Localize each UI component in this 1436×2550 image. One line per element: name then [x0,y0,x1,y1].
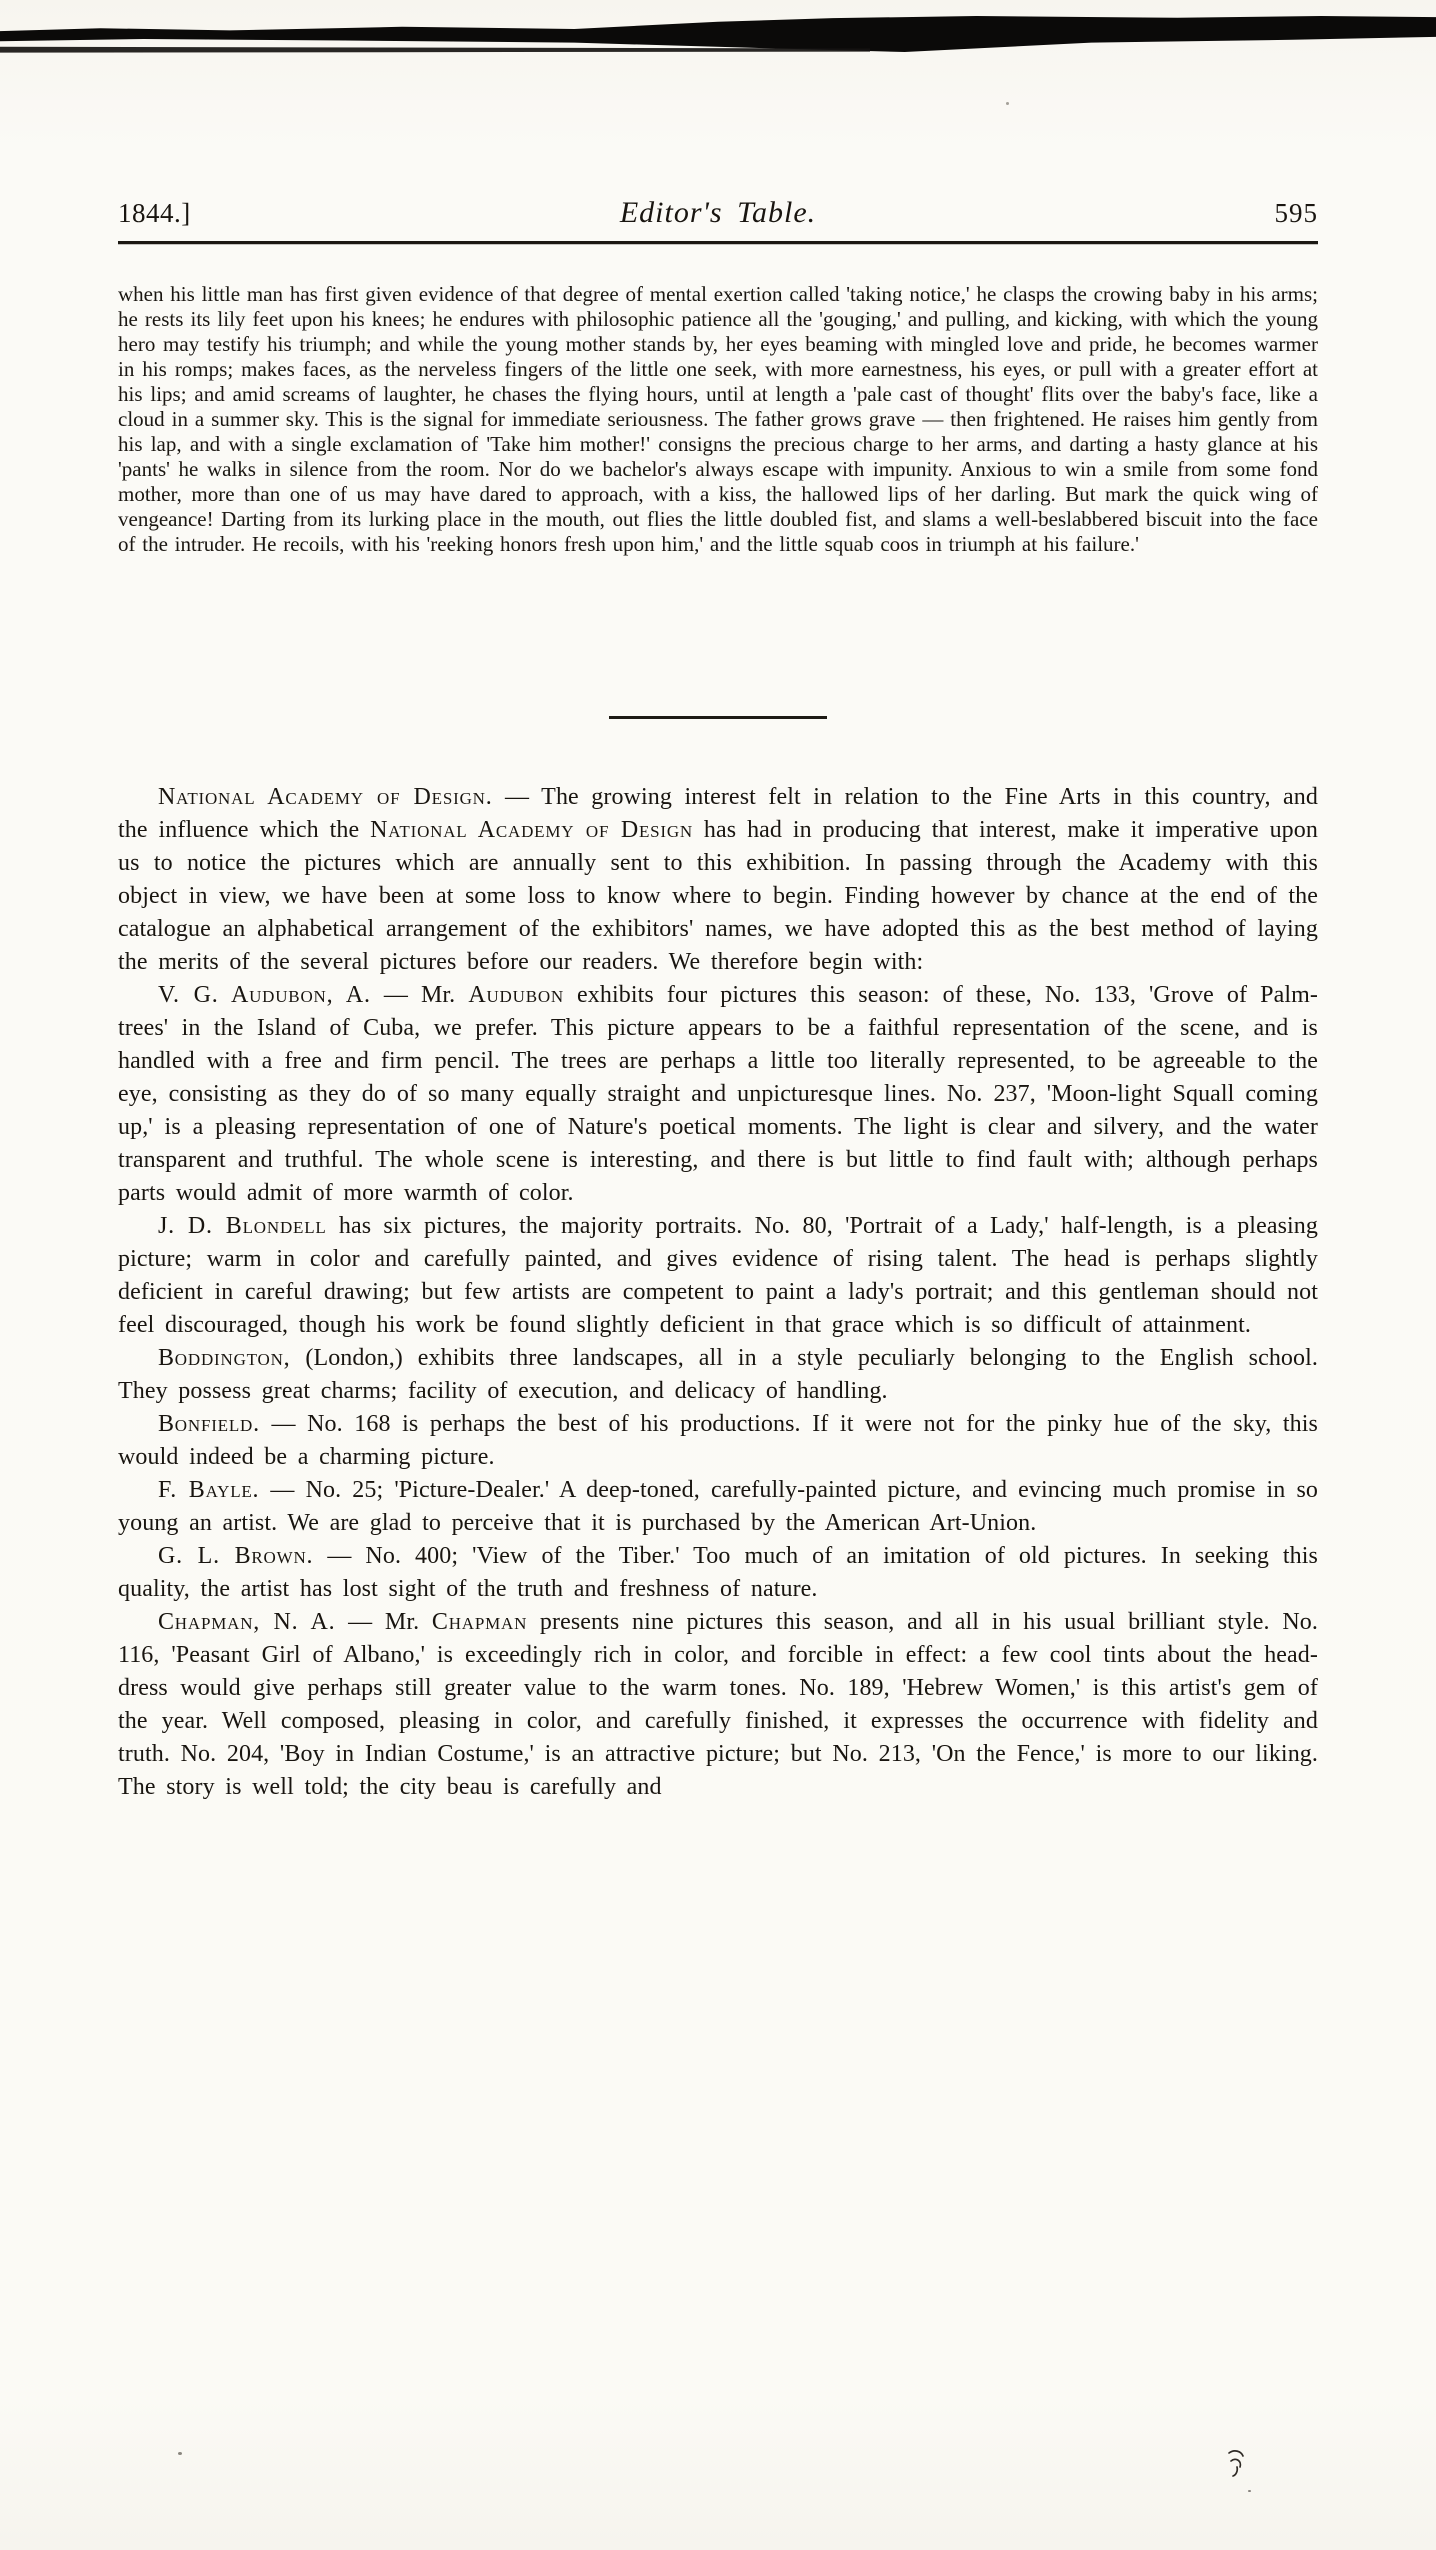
paragraph-text: exhibits four pictures this season: of these, No. 133, 'Grove of Palm-trees' in the Island of Cuba, we prefer. This picture appears to be a faithful representation of the scene, and is handled with a free and firm pencil. The trees are perhaps a little too literally represented, to be agreeable to the eye, consisting as they do of so many equally straight and unpicturesque lines. No. 237, 'Moon-light Squall coming up,' is a pleasing representation of one of Nature's poetical moments. The light is clear and silvery, and the water transparent and truthful. The whole scene is interesting, and there is but little to find fault with; although perhaps parts would admit of more warmth of color. [118,981,1318,1206]
paragraph-text: has six pictures, the majority portraits. No. 80, 'Portrait of a Lady,' half-length, is a pleasing picture; warm in color and carefully painted, and gives evidence of rising talent. The head is perhaps slightly deficient in careful drawing; but few artists are competent to paint a lady's portrait; and this gentleman should not feel discouraged, though his work be found slightly deficient in that grace which is so difficult of attainment. [118,1212,1318,1338]
page-content [118,0,1318,1804]
paper-speck [178,2452,182,2455]
page-title: Editor's Table. [619,196,817,229]
paragraph-text: — No. 400; 'View of the Tiber.' Too much of an imitation of old pictures. In seeking this quality, the artist has lost sight of the truth and freshness of nature. [118,1542,1318,1602]
artist-name-smallcaps: G. L. Brown. [158,1542,314,1569]
paragraph [118,979,1318,1210]
ink-smudge [1224,2448,1250,2483]
article-body [118,781,1318,1804]
inline-smallcaps: National Academy of Design [370,816,694,843]
paragraph-text: — Mr. [370,981,469,1008]
section-divider [609,716,827,719]
artist-name-smallcaps: F. Bayle. [158,1476,260,1503]
paragraph-text: has had in producing that interest, make it imperative upon us to notice the pictures which are annually sent to this exhibition. In passing through the Academy with this object in view, we have been at some loss to know where to begin. Finding however by chance at the end of the catalogue an alphabetical arrangement of the exhibitors' names, we have adopted this as the best method of laying the merits of the several pictures before our readers. We therefore begin with: [118,816,1318,975]
paragraph-text: — Mr. [335,1608,432,1635]
paragraph [118,1210,1318,1342]
paragraph-text: — The growing interest felt in relation to the Fine Arts in this country, and the influence which the [118,783,1318,843]
inline-smallcaps: Audubon [468,981,564,1008]
paragraph [118,1540,1318,1606]
paragraph-text: — No. 168 is perhaps the best of his productions. If it were not for the pinky hue of the sky, this would indeed be a charming picture. [118,1410,1318,1470]
artist-name-smallcaps: Boddington, [158,1344,291,1371]
quote-block: when his little man has first given evidence of that degree of mental exertion called 'taking notice,' he clasps the crowing baby in his arms; he rests its lily feet upon his knees; he endures with philosophic patience all the 'gouging,' and pulling, and kicking, with which the young hero may testify his triumph; and while the young mother stands by, her eyes beaming with mingled love and pride, he becomes warmer in his romps; makes faces, as the nerveless fingers of the little one seek, with more earnestness, his eyes, or pull with a greater effort at his lips; and amid screams of laughter, he chases the flying hours, until at length a 'pale cast of thought' flits over the baby's face, like a cloud in a summer sky. This is the signal for immediate seriousness. The father grows grave — then frightened. He raises him gently from his lap, and with a single exclamation of 'Take him mother!' consigns the precious charge to her arms, and darting a hasty glance at his 'pants' he walks in silence from the room. Nor do we bachelor's always escape with impunity. Anxious to win a smile from some fond mother, more than one of us may have dared to approach, with a kiss, the hallowed lips of her darling. But mark the quick wing of vengeance! Darting from its lurking place in the mouth, out flies the little doubled fist, and slams a well-beslabbered biscuit into the face of the intruder. He recoils, with his 'reeking honors fresh upon him,' and the little squab coos in triumph at his failure.' [118,282,1318,556]
header-rule [118,241,1318,244]
ink-smudge-glyph [1224,2448,1250,2478]
artist-name-smallcaps: V. G. Audubon, A. [158,981,371,1008]
running-head [118,196,1318,230]
paper-speck [1006,102,1009,105]
paper-speck [1248,2490,1251,2492]
inline-smallcaps: Chapman [431,1608,528,1635]
header-year: 1844.] [118,198,191,228]
paragraph-text: presents nine pictures this season, and all in his usual brilliant style. No. 116, 'Peasant Girl of Albano,' is exceedingly rich in color, and forcible in effect: a few cool tints about the head-dress would give perhaps still greater value to the warm tones. No. 189, 'Hebrew Women,' is this artist's gem of the year. Well composed, pleasing in color, and carefully finished, it expresses the occurrence with fidelity and truth. No. 204, 'Boy in Indian Costume,' is an attractive picture; but No. 213, 'On the Fence,' is more to our liking. The story is well told; the city beau is carefully and [118,1608,1318,1800]
artist-name-smallcaps: Chapman, N. A. [158,1608,336,1635]
page-number: 595 [1274,198,1318,228]
paragraph [118,1606,1318,1804]
artist-name-smallcaps: Bonfield. [158,1410,260,1437]
paragraph [118,781,1318,979]
paragraph-text: (London,) exhibits three landscapes, all in a style peculiarly belonging to the English school. They possess great charms; facility of execution, and delicacy of handling. [118,1344,1318,1404]
artist-name-smallcaps: J. D. Blondell [158,1212,327,1239]
paragraph [118,1474,1318,1540]
paragraph-text: — No. 25; 'Picture-Dealer.' A deep-toned, carefully-painted picture, and evincing much promise in so young an artist. We are glad to perceive that it is purchased by the American Art-Union. [118,1476,1318,1536]
paragraph [118,1342,1318,1408]
section-lead-smallcaps: National Academy of Design. [158,783,493,810]
paragraph [118,1408,1318,1474]
